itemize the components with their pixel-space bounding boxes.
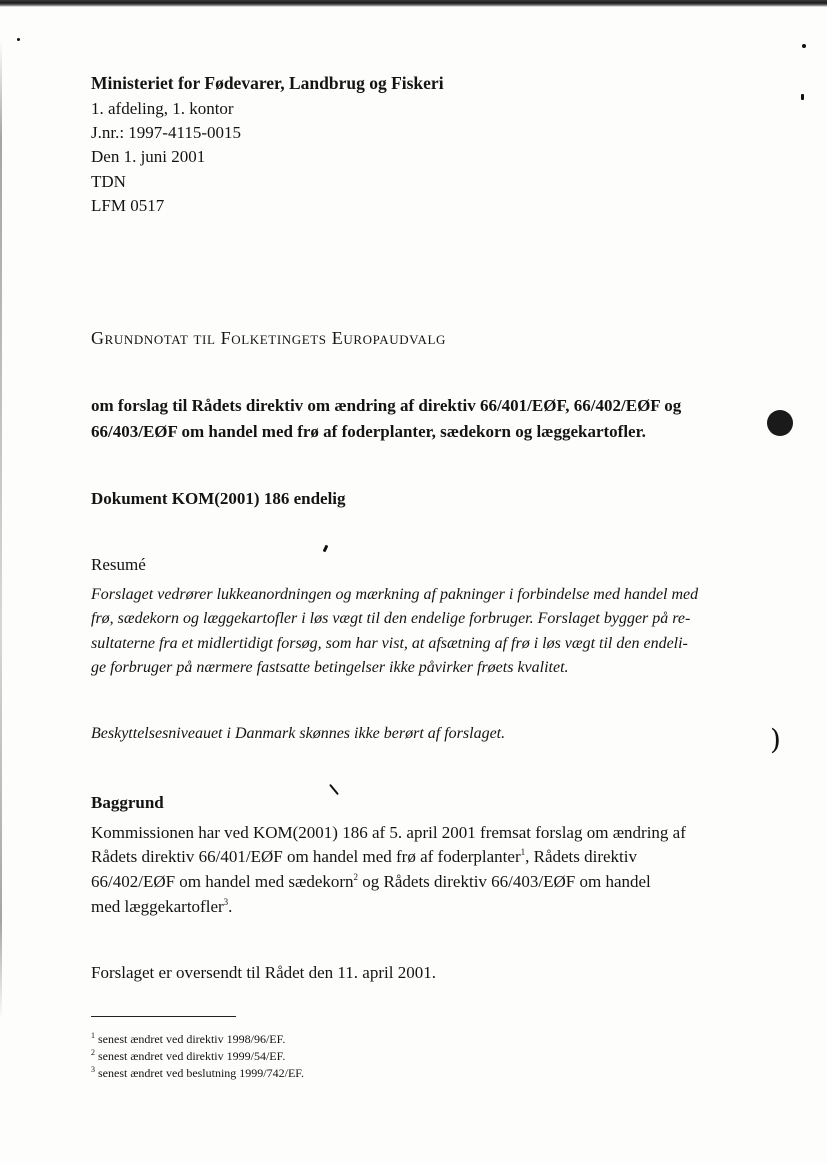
document-reference: Dokument KOM(2001) 186 endelig [91, 489, 346, 508]
text-span: 66/402/EØF om handel med sædekorn [91, 872, 354, 891]
scan-top-edge [0, 0, 827, 7]
footnote [91, 1032, 285, 1047]
footnote-number: 2 [91, 1048, 95, 1057]
reference: LFM 0517 [91, 196, 165, 215]
text-span: , Rådets direktiv [525, 847, 638, 866]
punch-hole-mark: ) [770, 723, 781, 756]
subject-line-1: om forslag til Rådets direktiv om ændring af direktiv 66/401/EØF, 66/402/EØF og [91, 396, 682, 415]
background-line [91, 897, 232, 917]
ministry-name: Ministeriet for Fødevarer, Landbrug og Fiskeri [91, 73, 444, 93]
resume-line: frø, sædekorn og læggekartofler i løs vægt til den endelige forbruger. Forslaget bygger på re- [91, 610, 691, 627]
footnote [91, 1066, 304, 1081]
footnote-separator [91, 1016, 236, 1017]
footnote [91, 1049, 285, 1064]
initials: TDN [91, 172, 126, 191]
document-date: Den 1. juni 2001 [91, 147, 206, 166]
background-heading: Baggrund [91, 793, 164, 812]
text-span: Rådets direktiv 66/401/EØF om handel med frø af foderplanter [91, 847, 521, 866]
footnote-number: 1 [91, 1031, 95, 1040]
protection-statement: Beskyttelsesniveauet i Danmark skønnes ikke berørt af forslaget. [91, 725, 506, 742]
resume-line: Forslaget vedrører lukkeanordningen og mærkning af pakninger i forbindelse med handel med [91, 586, 699, 603]
footnote-number: 3 [91, 1065, 95, 1074]
scan-speck [323, 545, 329, 553]
text-span: med læggekartofler [91, 897, 224, 916]
scan-speck [329, 784, 339, 795]
background-line: Kommissionen har ved KOM(2001) 186 af 5. april 2001 fremsat forslag om ændring af [91, 823, 686, 842]
resume-line: sultaterne fra et midlertidigt forsøg, som har vist, at afsætning af frø i løs vægt til den endeli- [91, 635, 688, 652]
journal-number: J.nr.: 1997-4115-0015 [91, 123, 242, 142]
footnote-ref: 3 [223, 897, 229, 907]
resume-line: ge forbruger på nærmere fastsatte betingelser ikke påvirker frøets kvalitet. [91, 659, 569, 676]
punch-hole-mark [767, 410, 793, 436]
scan-speck [801, 94, 804, 100]
footnote-text: senest ændret ved direktiv 1998/96/EF. [95, 1032, 286, 1046]
scan-speck [802, 44, 806, 48]
footnote-ref: 1 [520, 847, 526, 857]
footnote-text: senest ændret ved beslutning 1999/742/EF. [95, 1066, 305, 1080]
text-span: og Rådets direktiv 66/403/EØF om handel [358, 872, 651, 891]
background-line [91, 847, 637, 867]
scan-speck [17, 38, 20, 41]
resume-heading: Resumé [91, 555, 146, 574]
page-title: Grundnotat til Folketingets Europaudvalg [91, 328, 447, 348]
footnote-text: senest ændret ved direktiv 1999/54/EF. [95, 1049, 286, 1063]
text-span: . [228, 897, 233, 916]
background-line [91, 872, 651, 892]
forwarded-statement: Forslaget er oversendt til Rådet den 11. april 2001. [91, 963, 436, 982]
scan-left-edge [0, 40, 2, 1020]
subject-line-2: 66/403/EØF om handel med frø af foderplanter, sædekorn og læggekartofler. [91, 422, 646, 441]
footnote-ref: 2 [353, 872, 359, 882]
department: 1. afdeling, 1. kontor [91, 99, 234, 118]
